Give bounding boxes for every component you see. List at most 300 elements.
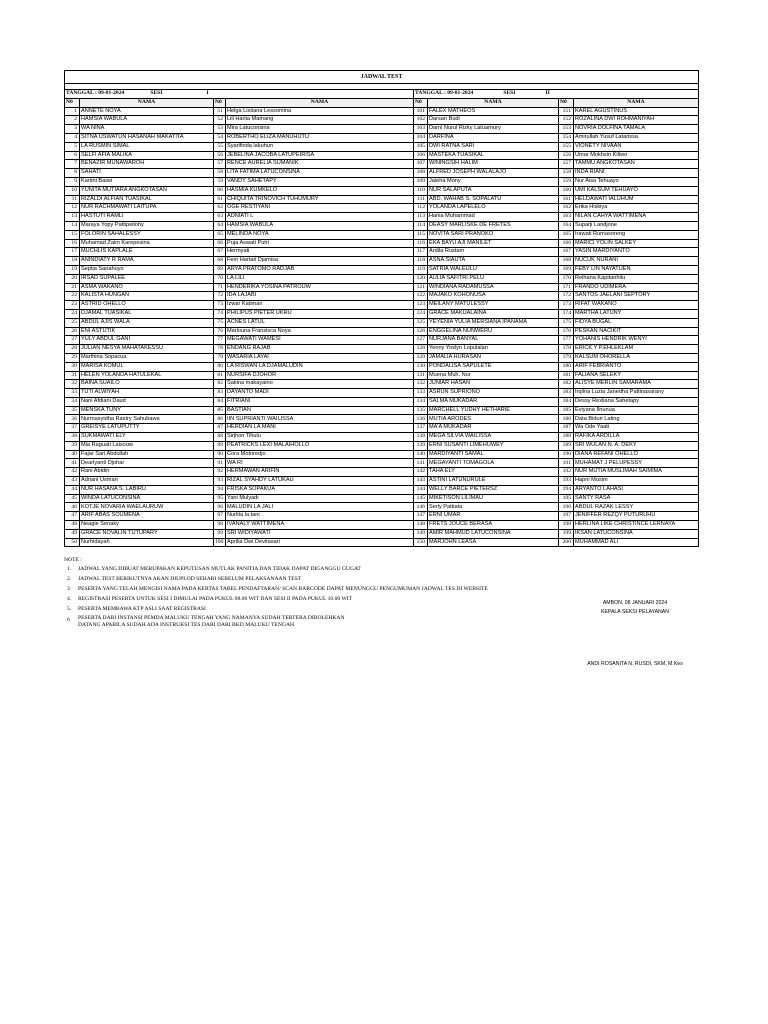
notes-label: NOTE :	[64, 557, 82, 563]
participant-name: MA'A MUKADAR	[428, 424, 559, 433]
participant-name: ANINDIATY R RAMA	[80, 257, 214, 266]
table-row	[65, 433, 699, 442]
participant-number: 69	[214, 265, 226, 274]
participant-number: 20	[65, 274, 80, 283]
participant-number: 43	[65, 477, 80, 486]
participant-number: 67	[214, 248, 226, 257]
participant-number: 149	[414, 529, 428, 538]
participant-number: 104	[414, 133, 428, 142]
participant-number: 144	[414, 485, 428, 494]
participant-number: 13	[65, 213, 80, 222]
participant-number: 159	[559, 177, 574, 186]
table-row	[65, 415, 699, 424]
participant-name: GRACE MAKUALAINA	[428, 309, 559, 318]
note-text: PESERTA MEMBAWA KTP ASLI SAAT REGISTRASI	[78, 606, 206, 612]
participant-name: MELINDA NOYA	[226, 230, 414, 239]
table-row	[65, 450, 699, 459]
participant-number: 200	[559, 538, 574, 547]
participant-number: 131	[414, 371, 428, 380]
participant-name: EKA BAYU AJI MANILET	[428, 239, 559, 248]
participant-name: FRETS JOUCE BERASA	[428, 521, 559, 530]
participant-name: HAMSIA WABULA	[226, 221, 414, 230]
participant-number: 158	[559, 169, 574, 178]
participant-name: WINDIANA RADAMUSSA	[428, 283, 559, 292]
participant-number: 89	[214, 441, 226, 450]
note-text: JADWAL TEST BERIKUTNYA AKAN DIUPLOD SEHARI SEBELUM PELAKSANAAN TEST	[78, 576, 302, 582]
participant-number: 58	[214, 169, 226, 178]
participant-name: Septia Sanahuyo	[80, 265, 214, 274]
participant-number: 197	[559, 512, 574, 521]
participant-number: 76	[214, 327, 226, 336]
table-row	[65, 125, 699, 134]
participant-number: 49	[65, 529, 80, 538]
participant-number: 34	[65, 397, 80, 406]
participant-name: ERNI UMAR	[428, 512, 559, 521]
participant-name: ARIF ABAS SOUMENA	[80, 512, 214, 521]
participant-name: WA NINA	[80, 125, 214, 134]
participant-number: 30	[65, 362, 80, 371]
participant-number: 5	[65, 142, 80, 151]
note-text-continued: DATANG APABILA SUDAH ADA INSTRUKSI TES DARI DARI BKD MALUKU TENGAH	[78, 622, 295, 628]
table-row	[65, 142, 699, 151]
participant-number: 183	[559, 389, 574, 398]
participant-number: 21	[65, 283, 80, 292]
participant-name: IDA LAJABI	[226, 292, 414, 301]
header-nama: NAMA	[226, 98, 414, 107]
participant-name: ASTRID OHELLO	[80, 301, 214, 310]
participant-name: Aprilia Dwi Devitasari	[226, 538, 414, 547]
table-row	[65, 494, 699, 503]
participant-name: Mira Latuconsina	[226, 125, 414, 134]
signature-name: ANDI ROSANITA N. RUSDI, SKM, M.Kes	[587, 661, 683, 667]
participant-name: SELFI AFIA MALIKA	[80, 151, 214, 160]
participant-number: 77	[214, 336, 226, 345]
participant-number: 6	[65, 151, 80, 160]
participant-name: Eviyana Ilnunua	[574, 406, 699, 415]
participant-number: 84	[214, 397, 226, 406]
participant-number: 28	[65, 345, 80, 354]
participant-number: 147	[414, 512, 428, 521]
participant-number: 56	[214, 151, 226, 160]
participant-name: Hapni Musim	[574, 477, 699, 486]
participant-name: ARIF FEBRIANTO	[574, 362, 699, 371]
participant-number: 124	[414, 309, 428, 318]
participant-name: HENDERIKA YOSINA PATROUW	[226, 283, 414, 292]
participant-name: RIZAL SYAHDY LATUKAU	[226, 477, 414, 486]
participant-number: 121	[414, 283, 428, 292]
table-row	[65, 503, 699, 512]
participant-number: 181	[559, 371, 574, 380]
participant-name: ROZALINA DWI ROHMANIYAH	[574, 116, 699, 125]
participant-name: ACNES LATUL	[226, 318, 414, 327]
participant-name: NUR HASANA S. LABIRU	[80, 485, 214, 494]
participant-name: YULY ABDUL GANI	[80, 336, 214, 345]
participant-number: 148	[414, 521, 428, 530]
participant-name: PHILIPUS PIETER UKRU	[226, 309, 414, 318]
table-row	[65, 538, 699, 547]
participant-number: 45	[65, 494, 80, 503]
note-text: JADWAL YANG DIBUAT MERUPAKAN KEPUTUSAN MUTLAK PANITIA DAN TIDAK DAPAT DIGANGGU GUGAT	[78, 566, 361, 572]
participant-name: DWI RATNA SARI	[428, 142, 559, 151]
note-item	[64, 584, 704, 594]
participant-name: Fem Hartati Djamisa	[226, 257, 414, 266]
participant-name: FOLORIN SAHALESSY	[80, 230, 214, 239]
participant-number: 115	[414, 230, 428, 239]
participant-name: YOHANIS HENDRIK WENYI	[574, 336, 699, 345]
participant-name: Darni Nurul Rizky Latuarnury	[428, 125, 559, 134]
participant-name: OGE RESTIYANI	[226, 204, 414, 213]
participant-number: 141	[414, 459, 428, 468]
participant-number: 110	[414, 186, 428, 195]
participant-number: 193	[559, 477, 574, 486]
participant-name: Darsan Budi	[428, 116, 559, 125]
participant-name: FIDYA BUGAL	[574, 318, 699, 327]
participant-name: SRI WULAN N. A. DEKY	[574, 441, 699, 450]
participant-number: 119	[414, 265, 428, 274]
participant-name: YASIN MARDIYANTO	[574, 248, 699, 257]
participant-number: 46	[65, 503, 80, 512]
participant-number: 164	[559, 221, 574, 230]
participant-name: ABDUL AJIS WALA	[80, 318, 214, 327]
table-row	[65, 292, 699, 301]
participant-name: IIN SUPRIANTI WAILISSA	[226, 415, 414, 424]
participant-name: ARYA PRATOMO RADJAB	[226, 265, 414, 274]
table-row	[65, 169, 699, 178]
participant-name: Umar Mokhsin Kiliwo	[574, 151, 699, 160]
participant-number: 8	[65, 169, 80, 178]
participant-number: 75	[214, 318, 226, 327]
participant-number: 178	[559, 345, 574, 354]
participant-number: 154	[559, 133, 574, 142]
table-row	[65, 248, 699, 257]
table-row	[65, 441, 699, 450]
participant-name: IVANALY WATTIMENA	[226, 521, 414, 530]
session-2-date: TANGGAL : 09-01-2024	[415, 90, 474, 97]
participant-number: 33	[65, 389, 80, 398]
participant-number: 100	[214, 538, 226, 547]
participant-number: 105	[414, 142, 428, 151]
participant-name: MUTIA ARODES	[428, 415, 559, 424]
participant-name: KAREL AGUSTINUS	[574, 107, 699, 116]
participant-number: 129	[414, 353, 428, 362]
participant-name: Hania Muhammad	[428, 213, 559, 222]
participant-number: 125	[414, 318, 428, 327]
participant-name: INDA RIANI	[574, 169, 699, 178]
participant-name: MASTEKA TUASIKAL	[428, 151, 559, 160]
participant-name: MAJAKO KOHONUSA	[428, 292, 559, 301]
participant-number: 61	[214, 195, 226, 204]
participant-name: Neagie Senaky	[80, 521, 214, 530]
participant-name: Marthina Sopacua	[80, 353, 214, 362]
participant-name: LA RUSMIN SIMAL	[80, 142, 214, 151]
participant-number: 186	[559, 415, 574, 424]
participant-name: Jaleha Mony	[428, 177, 559, 186]
participant-number: 19	[65, 265, 80, 274]
participant-name: HERDIAN LA MANI	[226, 424, 414, 433]
header-no: N0	[214, 98, 226, 107]
participant-number: 35	[65, 406, 80, 415]
participant-number: 184	[559, 397, 574, 406]
participant-name: Erika Hiskiya	[574, 204, 699, 213]
participant-number: 73	[214, 301, 226, 310]
participant-name: MEGA SILVIA WAILISSA	[428, 433, 559, 442]
participant-number: 187	[559, 424, 574, 433]
participant-number: 95	[214, 494, 226, 503]
session-2-value: II	[545, 90, 550, 97]
participant-name: ENI ASTUTIK	[80, 327, 214, 336]
table-row	[65, 468, 699, 477]
table-row	[65, 380, 699, 389]
participant-number: 199	[559, 529, 574, 538]
participant-number: 25	[65, 318, 80, 327]
table-row	[65, 459, 699, 468]
participant-name: WA RI	[226, 459, 414, 468]
header-nama: NAMA	[80, 98, 214, 107]
note-item	[64, 574, 704, 584]
participant-number: 127	[414, 336, 428, 345]
participant-name: Kartini Basei	[80, 177, 214, 186]
participant-name: WININGSIH HALIM	[428, 160, 559, 169]
participant-name: MARCHELL YUDHY HETHARIE	[428, 406, 559, 415]
participant-name: IKSAN LATUCONSINA	[574, 529, 699, 538]
participant-name: NURJANA BANYAL	[428, 336, 559, 345]
participant-name: ASNA SIAUTA	[428, 257, 559, 266]
participant-name: FITRIANI	[226, 397, 414, 406]
participant-name: NOVRIA DOLFINA TAMALA	[574, 125, 699, 134]
participant-name: RENCE AURELIA SUMANIK	[226, 160, 414, 169]
participant-number: 156	[559, 151, 574, 160]
participant-number: 173	[559, 301, 574, 310]
table-row	[65, 406, 699, 415]
participant-number: 168	[559, 257, 574, 266]
table-row	[65, 160, 699, 169]
participant-number: 157	[559, 160, 574, 169]
session-1-value: I	[206, 90, 209, 97]
participant-number: 170	[559, 274, 574, 283]
participant-number: 113	[414, 213, 428, 222]
participant-name: MENSKA TUNY	[80, 406, 214, 415]
participant-number: 185	[559, 406, 574, 415]
participant-name: NURSIFA DJOHOR	[226, 371, 414, 380]
participant-number: 62	[214, 204, 226, 213]
signature-place-date: AMBON, 08 JANUARI 2024	[602, 600, 668, 606]
participant-name: VANDY SAHETAPY	[226, 177, 414, 186]
header-no: N0	[559, 98, 574, 107]
table-row	[65, 107, 699, 116]
participant-number: 123	[414, 301, 428, 310]
note-number: 4.	[67, 596, 72, 602]
participant-number: 126	[414, 327, 428, 336]
participant-number: 78	[214, 345, 226, 354]
participant-name: TAMMU ANGKOTASAN	[574, 160, 699, 169]
participant-number: 191	[559, 459, 574, 468]
schedule-title: JADWAL TEST	[65, 71, 699, 84]
participant-number: 171	[559, 283, 574, 292]
participant-name: VIONETY NIVAAN	[574, 142, 699, 151]
participant-name: SANTY RASA	[574, 494, 699, 503]
participant-number: 50	[65, 538, 80, 547]
participant-number: 71	[214, 283, 226, 292]
participant-number: 63	[214, 213, 226, 222]
table-row	[65, 309, 699, 318]
table-row	[65, 221, 699, 230]
participant-name: MUCHLIS KAPLALE	[80, 248, 214, 257]
table-row	[65, 477, 699, 486]
participant-name: Dessy Rexliana Sahetapy	[574, 397, 699, 406]
participant-number: 74	[214, 309, 226, 318]
participant-number: 68	[214, 257, 226, 266]
participant-number: 188	[559, 433, 574, 442]
participant-number: 111	[414, 195, 428, 204]
participant-number: 176	[559, 327, 574, 336]
note-text: PESERTA DARI INSTANSI PEMDA MALUKU TENGAH YANG NAMANYA SUDAH TERTERA DIBOLEHKAN	[78, 615, 345, 621]
table-row	[65, 521, 699, 530]
participant-number: 140	[414, 450, 428, 459]
participant-name: Yani Mulyadi	[226, 494, 414, 503]
participant-number: 162	[559, 204, 574, 213]
schedule-document	[64, 70, 698, 547]
participant-number: 120	[414, 274, 428, 283]
participant-name: Helga Listiana Lessomina	[226, 107, 414, 116]
participant-number: 143	[414, 477, 428, 486]
participant-name: TUTI ALWIYAH	[80, 389, 214, 398]
participant-number: 47	[65, 512, 80, 521]
participant-name: Izwar Katiman	[226, 301, 414, 310]
participant-number: 172	[559, 292, 574, 301]
participant-name: TAHA ELY	[428, 468, 559, 477]
participant-name: Hermyati	[226, 248, 414, 257]
participant-name: MEILANY MATULESSY	[428, 301, 559, 310]
participant-number: 10	[65, 186, 80, 195]
participant-name: MUHAMAT J PELUPESSY	[574, 459, 699, 468]
participant-number: 82	[214, 380, 226, 389]
table-row	[65, 186, 699, 195]
participant-name: SITNA USWATUN HASANAH MAKATITA	[80, 133, 214, 142]
participant-name: LITA FATIMA LATUCONSINA	[226, 169, 414, 178]
participant-number: 11	[65, 195, 80, 204]
participant-number: 96	[214, 503, 226, 512]
participant-name: IRSAD SUPALEE	[80, 274, 214, 283]
participant-name: JEBELINA JACOBA LATUPEIRISA	[226, 151, 414, 160]
participant-number: 88	[214, 433, 226, 442]
participant-number: 59	[214, 177, 226, 186]
participant-number: 198	[559, 521, 574, 530]
participant-name: JULIAN NESYA MAHATAKESSU	[80, 345, 214, 354]
participant-name: LA RISWAN LA DJAMALUDIN	[226, 362, 414, 371]
participant-name: Irawati Rumasoreng	[574, 230, 699, 239]
participant-name: LA LILI	[226, 274, 414, 283]
participant-number: 122	[414, 292, 428, 301]
participant-number: 99	[214, 529, 226, 538]
participant-name: MARICI YOLIN SALKEY	[574, 239, 699, 248]
participant-name: SALMA MUKADAR	[428, 397, 559, 406]
participant-number: 90	[214, 450, 226, 459]
participant-name: FRANDO UDIMERA	[574, 283, 699, 292]
participant-number: 64	[214, 221, 226, 230]
participant-number: 180	[559, 362, 574, 371]
session-1-label: SESI	[150, 90, 163, 97]
participant-name: Yenny Yoslyn Lopulalan	[428, 345, 559, 354]
participant-number: 150	[414, 538, 428, 547]
participant-name: Muena Muh. Nur	[428, 371, 559, 380]
participant-name: MARISA KOMUL	[80, 362, 214, 371]
participant-name: HELDAWATI IALUHUM	[574, 195, 699, 204]
participant-name: Suparji Landjone	[574, 221, 699, 230]
table-row	[65, 318, 699, 327]
participant-number: 192	[559, 468, 574, 477]
participant-name: MUHAMMAD ALI	[574, 538, 699, 547]
participant-name: SANTOS JAELANI SEPTORY	[574, 292, 699, 301]
participant-name: RAFIKA ARDILLA	[574, 433, 699, 442]
participant-name: DARFINA	[428, 133, 559, 142]
participant-number: 175	[559, 318, 574, 327]
participant-name: Adriani Usman	[80, 477, 214, 486]
participant-name: Nurlita la tani	[226, 512, 414, 521]
participant-name: DEASY MARLISKE DE FRETES	[428, 221, 559, 230]
participant-name: NUCUK NURANI	[574, 257, 699, 266]
participant-number: 66	[214, 239, 226, 248]
participant-number: 138	[414, 433, 428, 442]
participant-name: MALUDIN LA JALI	[226, 503, 414, 512]
table-row	[65, 116, 699, 125]
participant-number: 165	[559, 230, 574, 239]
participant-name: SAHATI	[80, 169, 214, 178]
note-number: 6	[67, 617, 70, 623]
participant-name: JUNIAR HASAN	[428, 380, 559, 389]
participant-number: 152	[559, 116, 574, 125]
table-row	[65, 151, 699, 160]
header-nama: NAMA	[574, 98, 699, 107]
participant-number: 87	[214, 424, 226, 433]
participant-number: 86	[214, 415, 226, 424]
participant-number: 40	[65, 450, 80, 459]
participant-name: ERNI SUSANTI LIMEHUWEY	[428, 441, 559, 450]
participant-name: Nurhidayah	[80, 538, 214, 547]
participant-number: 155	[559, 142, 574, 151]
participant-name: Marlouna Fransisca Noya	[226, 327, 414, 336]
participant-name: HAMSIA WABULA	[80, 116, 214, 125]
participant-name: JENIFFER REZQY PUTURUHU	[574, 512, 699, 521]
participant-number: 97	[214, 512, 226, 521]
participant-name: FALIANA SELEKY	[574, 371, 699, 380]
participant-name: ASRUN SUPRIONO	[428, 389, 559, 398]
participant-name: Reihana Kapitanhitu	[574, 274, 699, 283]
participant-name: PEATRICKS LEXI MALAIHOLLO	[226, 441, 414, 450]
participant-name: ENGGELINA NUNWERU	[428, 327, 559, 336]
participant-number: 80	[214, 362, 226, 371]
participant-number: 85	[214, 406, 226, 415]
participant-name: PONDALISA SAPULETE	[428, 362, 559, 371]
table-row	[65, 512, 699, 521]
participant-name: Ardila Rustam	[428, 248, 559, 257]
participant-name: FEBY LIN NAYATUEN	[574, 265, 699, 274]
participant-name: Dearlyanti Djohar	[80, 459, 214, 468]
participant-number: 163	[559, 213, 574, 222]
participant-number: 103	[414, 125, 428, 134]
participant-number: 17	[65, 248, 80, 257]
participant-name: ARYANTO LAHASI	[574, 485, 699, 494]
note-text: REGISTRASI PESERTA UNTUK SESI I DIMULAI PADA PUKUL 08.00 WIT DAN SESI II PADA PUKUL 10.00 WIT	[78, 596, 353, 602]
table-row	[65, 274, 699, 283]
participant-number: 15	[65, 230, 80, 239]
participant-number: 27	[65, 336, 80, 345]
participant-name: HASTUTI RAMLI	[80, 213, 214, 222]
signature-block	[560, 599, 710, 669]
participant-number: 2	[65, 116, 80, 125]
participant-name: Muhamad Zaim Karepesina	[80, 239, 214, 248]
table-row	[65, 177, 699, 186]
participant-number: 83	[214, 389, 226, 398]
